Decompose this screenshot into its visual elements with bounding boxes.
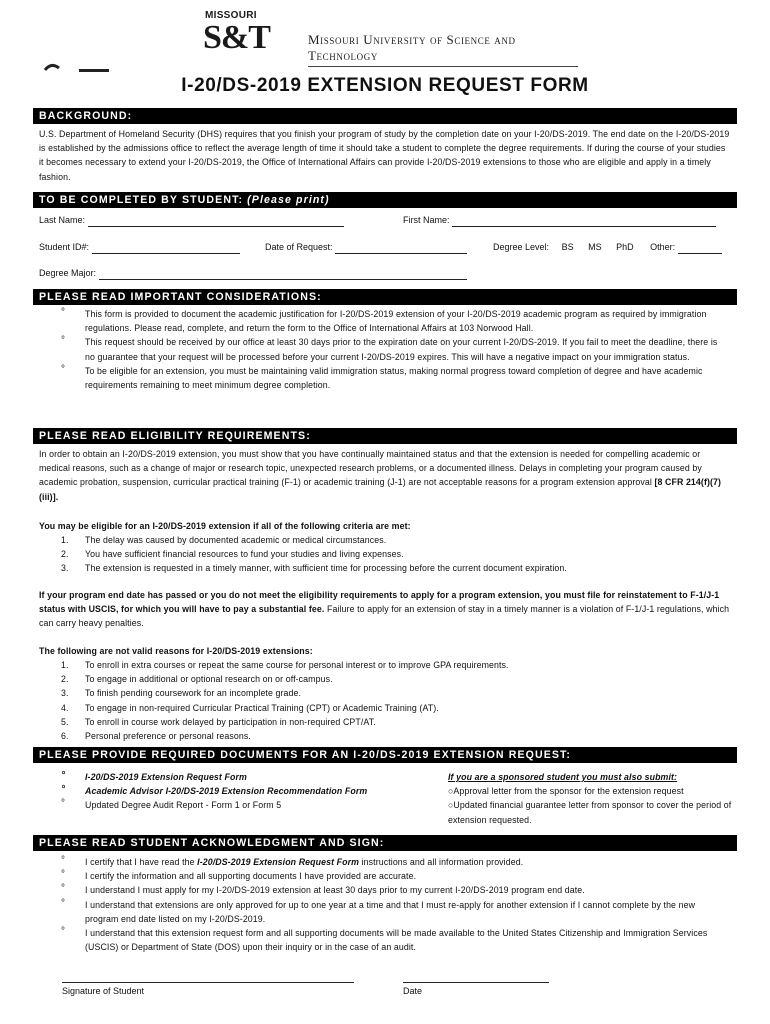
degree-option-ms[interactable]: MS [588, 242, 602, 252]
required-doc-item: ° Updated Degree Audit Report - Form 1 or Form 5 [39, 798, 439, 812]
criteria-item: 3. The extension is requested in a timely manner, with sufficient time for processing before the current document expiration. [61, 563, 567, 574]
acknowledgment-item: ° I certify that I have read the I-20/DS-2019 Extension Request Form instructions and all information provided. [39, 855, 731, 869]
consideration-item: ° To be eligible for an extension, you must be maintaining valid immigration status, making normal progress toward completion of degree and have academic requirements remaining to meet minimum degree completion. [39, 364, 729, 392]
signature-date-field[interactable] [403, 982, 549, 983]
degree-major-field[interactable] [99, 269, 467, 280]
first-name-label: First Name: [403, 215, 450, 225]
invalid-item: 3. To finish pending coursework for an incomplete grade. [61, 688, 302, 699]
criteria-list [39, 533, 731, 576]
criteria-heading: You may be eligible for an I-20/DS-2019 extension if all of the following criteria are met: [39, 521, 411, 531]
sponsored-doc-item: ○Approval letter from the sponsor for the extension request [448, 786, 684, 797]
first-name-field[interactable] [452, 216, 716, 227]
logo-st-mark: S&T [203, 19, 270, 56]
eligibility-intro [39, 447, 731, 504]
invalid-item: 4. To engage in non-required Curricular Practical Training (CPT) or Academic Training (AT). [61, 702, 439, 713]
invalid-item: 1. To enroll in extra courses or repeat the same course for personal interest or to improve GPA requirements. [61, 660, 509, 670]
signature-date-label: Date [403, 986, 423, 996]
invalid-item: 6. Personal preference or personal reasons. [61, 731, 251, 742]
logo-swoosh-icon [43, 60, 113, 74]
degree-level-label: Degree Level: [493, 242, 550, 252]
criteria-list-wrap [39, 533, 731, 576]
student-heading-text: TO BE COMPLETED BY STUDENT: [39, 194, 244, 206]
date-request-label: Date of Request: [265, 242, 333, 252]
university-name: Missouri University of Science and Technology [308, 32, 578, 67]
sponsored-docs-wrap [448, 770, 733, 827]
form-title: I-20/DS-2019 EXTENSION REQUEST FORM [181, 75, 589, 96]
reinstatement-bold: If your program end date has passed or you do not meet the eligibility requirements to apply for a program extension, you must file for reinstatement to F-1/J-1 status with USCIS, for which you will have to pay a substantial fee. [39, 590, 720, 615]
section-heading-student [33, 192, 737, 208]
student-id-label: Student ID#: [39, 242, 90, 252]
acknowledgment-item: ° I understand that this extension request form and all supporting documents will be made available to the United States Citizenship and Immigration Services (USCIS) or Department of State (DOS) upon their inquiry or in the case of an audit. [39, 926, 731, 954]
required-docs-list [39, 770, 439, 813]
degree-other-field[interactable] [678, 243, 722, 254]
logo-missouri-text: MISSOURI [205, 10, 257, 21]
date-request-field[interactable] [335, 243, 467, 254]
required-doc-item: ° I-20/DS-2019 Extension Request Form [39, 770, 439, 784]
section-heading-eligibility: PLEASE READ ELIGIBILITY REQUIREMENTS: [33, 428, 737, 444]
consideration-item: ° This request should be received by our office at least 30 days prior to the expiration date on your current I-20/DS-2019. If you fail to meet the deadline, there is no guarantee that your request will be processed before your current I-20/DS-2019 expires. This will have a negative impact on your immigration status. [39, 335, 729, 363]
background-text: U.S. Department of Homeland Security (DHS) requires that you finish your program of study by the completion date on your I-20/DS-2019. The end date on the I-20/DS-2019 is established by the admissions office to reflect the average length of time it should take a student to complete the degree requirements. If during the course of your studies it becomes necessary to extend your I-20/DS-2019, the Office of International Affairs can provide I-20/DS-2019 extensions to those who are eligible and apply in a timely fashion. [39, 129, 730, 182]
student-id-field[interactable] [92, 243, 240, 254]
degree-option-other[interactable]: Other: [650, 242, 676, 252]
section-heading-background: BACKGROUND: [33, 108, 737, 124]
signature-field[interactable] [62, 982, 354, 983]
eligibility-intro-cite: [8 CFR 214(f)(7)(iii)]. [39, 477, 722, 502]
degree-option-phd[interactable]: PhD [616, 242, 634, 252]
considerations-list-wrap [39, 307, 729, 392]
degree-major-row [39, 266, 467, 280]
first-name-row [403, 213, 716, 227]
acknowledgment-wrap [39, 855, 731, 954]
reinstatement-paragraph [39, 588, 731, 631]
student-id-row [39, 240, 240, 254]
acknowledgment-item: ° I certify the information and all supporting documents I have provided are accurate. [39, 869, 731, 883]
criteria-item: 2. You have sufficient financial resources to fund your studies and living expenses. [61, 549, 404, 560]
student-heading-note: (Please print) [247, 194, 330, 206]
reinstatement-rest: Failure to apply for an extension of stay in a timely manner is a violation of F-1/J-1 regulations, which can carry heavy penalties. [39, 604, 730, 629]
eligibility-intro-text: In order to obtain an I-20/DS-2019 extension, you must show that you have continually maintained status and that the extension is needed for compelling academic or medical reasons, such as a change of major or research topic, unexpected research problems, or a documented illness. Delays in completing your program caused by academic probation, suspension, curricular practical training (F-1) or academic training (J-1) are not acceptable reasons for a program extension approval [39, 449, 702, 488]
degree-major-label: Degree Major: [39, 268, 97, 278]
degree-option-bs[interactable]: BS [561, 242, 574, 252]
required-docs-wrap [39, 770, 439, 813]
acknowledgment-item: ° I understand that extensions are only approved for up to one year at a time and that I must re-apply for another extension if I cannot complete by the new program end date listed on my I-20/DS-2019. [39, 898, 731, 926]
last-name-field[interactable] [88, 216, 344, 227]
invalid-list-wrap [39, 658, 731, 743]
invalid-item: 5. To enroll in course work delayed by participation in non-required CPT/AT. [61, 716, 376, 727]
section-heading-considerations: PLEASE READ IMPORTANT CONSIDERATIONS: [33, 289, 737, 305]
sponsored-doc-item: ○Updated financial guarantee letter from sponsor to cover the period of extension requested. [448, 800, 732, 825]
section-heading-acknowledgment: PLEASE READ STUDENT ACKNOWLEDGMENT AND SIGN: [33, 835, 737, 851]
considerations-list [39, 307, 729, 392]
university-logo [203, 10, 603, 63]
criteria-item: 1. The delay was caused by documented academic or medical circumstances. [61, 535, 387, 545]
invalid-list [39, 658, 731, 743]
last-name-label: Last Name: [39, 215, 86, 225]
section-heading-documents: PLEASE PROVIDE REQUIRED DOCUMENTS FOR AN I-20/DS-2019 EXTENSION REQUEST: [33, 747, 737, 763]
signature-label: Signature of Student [62, 986, 145, 996]
required-doc-item: ° Academic Advisor I-20/DS-2019 Extension Recommendation Form [39, 784, 439, 798]
degree-level-row [493, 240, 722, 254]
invalid-item: 2. To engage in additional or optional research on or off-campus. [61, 674, 333, 685]
consideration-item: ° This form is provided to document the academic justification for I-20/DS-2019 extension of your I-20/DS-2019 academic program as required by immigration regulations. Please read, complete, and return the form to the Office of International Affairs at 103 Norwood Hall. [39, 307, 729, 335]
sponsored-heading: If you are a sponsored student you must also submit: [448, 772, 678, 782]
acknowledgment-item: ° I understand I must apply for my I-20/DS-2019 extension at least 30 days prior to my current I-20/DS-2019 program end date. [39, 883, 731, 897]
last-name-row [39, 213, 344, 227]
date-request-row [265, 240, 467, 254]
invalid-heading: The following are not valid reasons for I-20/DS-2019 extensions: [39, 646, 313, 656]
acknowledgment-list [39, 855, 731, 954]
